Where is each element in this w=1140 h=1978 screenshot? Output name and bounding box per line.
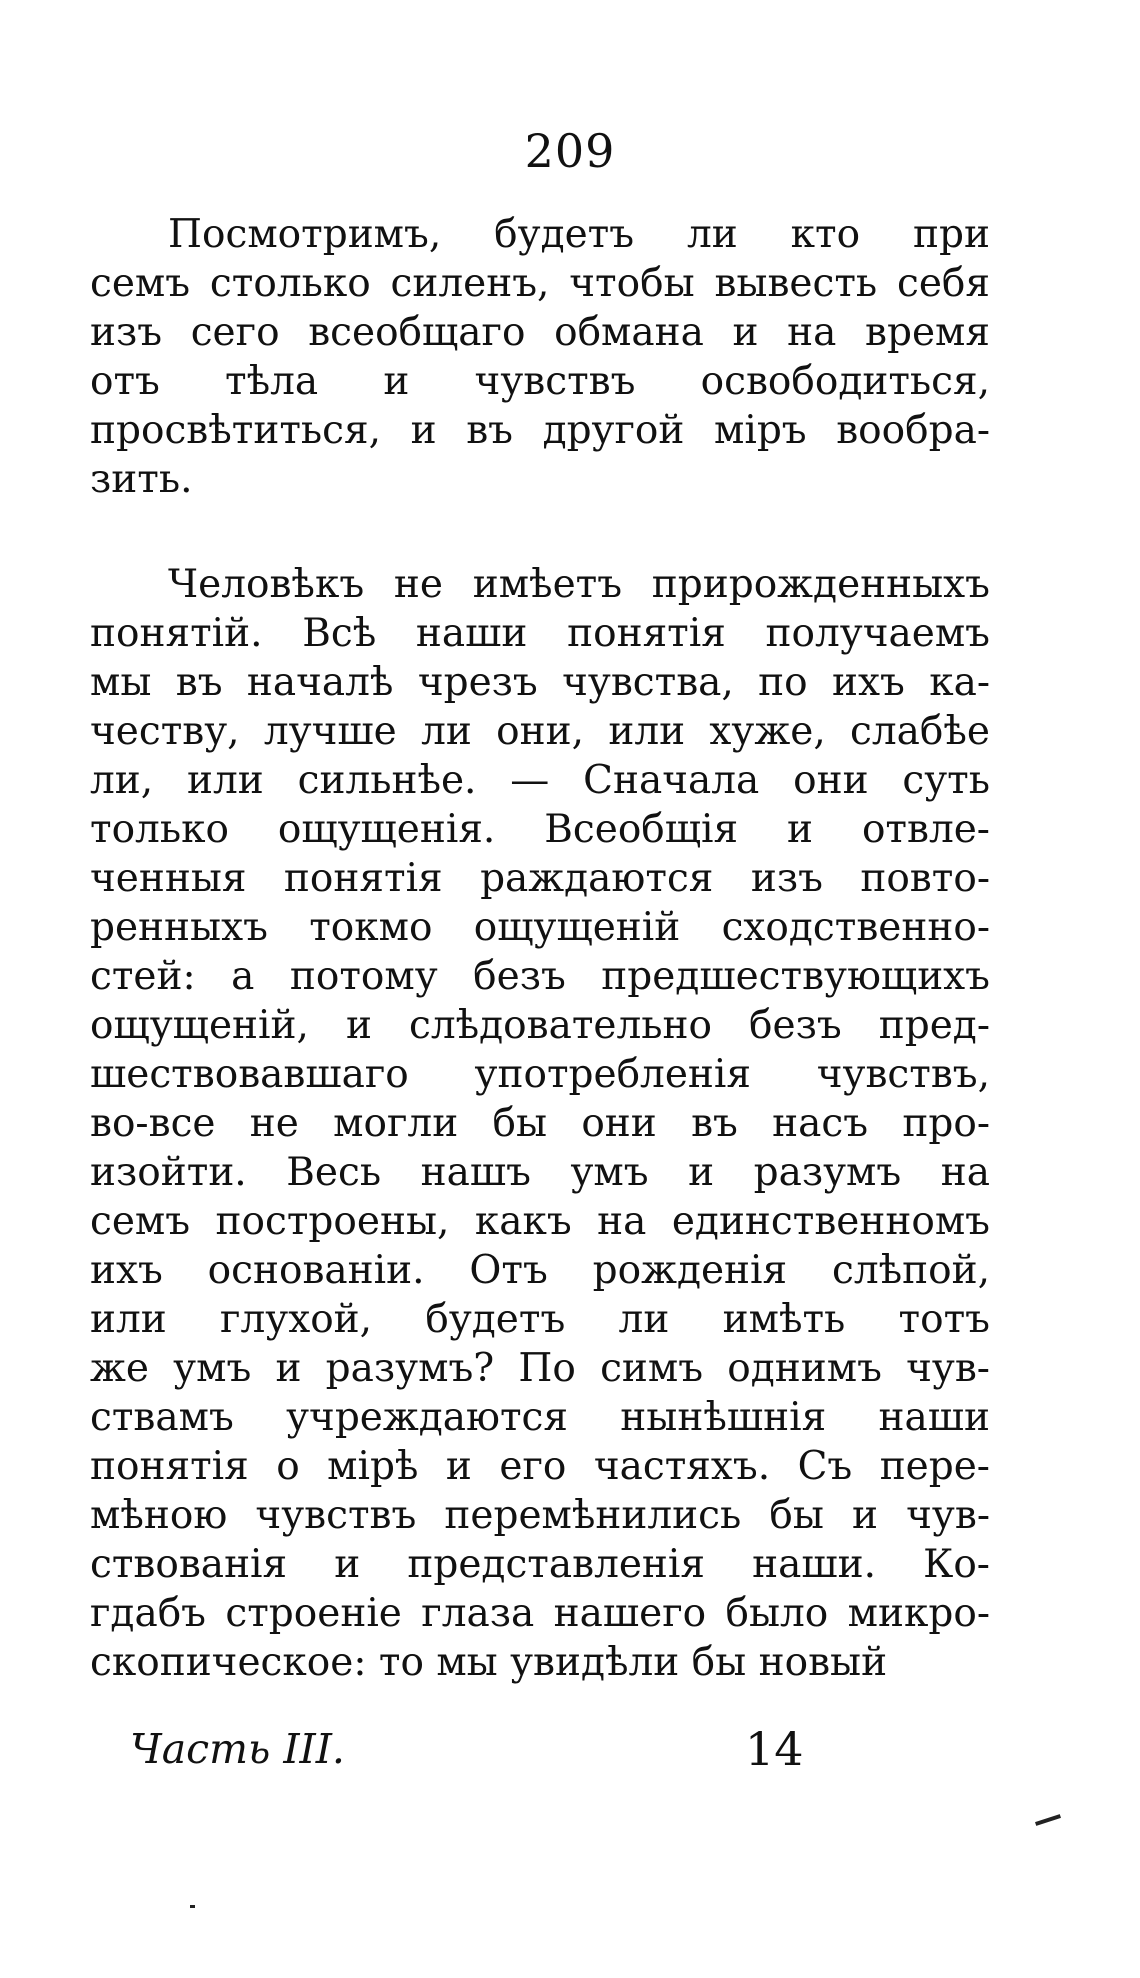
text-line: отъ тѣла и чувствъ освободиться,	[90, 359, 990, 404]
text-line: зить.	[90, 457, 193, 502]
text-line: ли, или сильнѣе. — Сначала они суть	[90, 758, 990, 803]
text-line: семъ построены, какъ на единственномъ	[90, 1199, 990, 1244]
scan-speck	[190, 1905, 195, 1908]
text-line: Посмотримъ, будетъ ли кто при	[90, 212, 990, 257]
text-line: шествовавшаго употребленія чувствъ,	[90, 1052, 990, 1097]
text-line: ренныхъ токмо ощущеній сходственно-	[90, 905, 990, 950]
text-line: ствамъ учреждаются нынѣшнія наши	[90, 1395, 990, 1440]
text-line: понятій. Всѣ наши понятія получаемъ	[90, 611, 990, 656]
text-line: стей: а потому безъ предшествующихъ	[90, 954, 990, 999]
text-line: изойти. Весь нашъ умъ и разумъ на	[90, 1150, 990, 1195]
text-line: во-все не могли бы они въ насъ про-	[90, 1101, 990, 1146]
signature-mark: 14	[745, 1722, 804, 1776]
text-line: или глухой, будетъ ли имѣть тотъ	[90, 1297, 990, 1342]
text-line: мѣною чувствъ перемѣнились бы и чув-	[90, 1493, 990, 1538]
part-label: Часть III.	[130, 1725, 345, 1773]
page-number: 209	[524, 124, 616, 178]
text-line: скопическое: то мы увидѣли бы новый	[90, 1640, 888, 1685]
text-line: же умъ и разумъ? По симъ однимъ чув-	[90, 1346, 990, 1391]
text-line: просвѣтиться, и въ другой міръ вообра-	[90, 408, 990, 453]
paragraph-1	[90, 210, 990, 504]
text-line: ощущеній, и слѣдовательно безъ пред-	[90, 1003, 990, 1048]
text-line: ченныя понятія раждаются изъ повто-	[90, 856, 990, 901]
text-line: гдабъ строеніе глаза нашего было микро-	[90, 1591, 990, 1636]
text-line: Человѣкъ не имѣетъ прирожденныхъ	[90, 562, 990, 607]
text-line: ствованія и представленія наши. Ко-	[90, 1542, 990, 1587]
text-line: честву, лучше ли они, или хуже, слабѣе	[90, 709, 990, 754]
text-line: только ощущенія. Всеобщія и отвле-	[90, 807, 990, 852]
text-line: ихъ основаніи. Отъ рожденія слѣпой,	[90, 1248, 990, 1293]
text-line: изъ сего всеобщаго обмана и на время	[90, 310, 990, 355]
scan-mark	[1035, 1814, 1061, 1826]
text-line: мы въ началѣ чрезъ чувства, по ихъ ка-	[90, 660, 990, 705]
text-line: семъ столько силенъ, чтобы вывесть себя	[90, 261, 990, 306]
paragraph-2	[90, 560, 990, 1687]
text-line: понятія о мірѣ и его частяхъ. Съ пере-	[90, 1444, 990, 1489]
